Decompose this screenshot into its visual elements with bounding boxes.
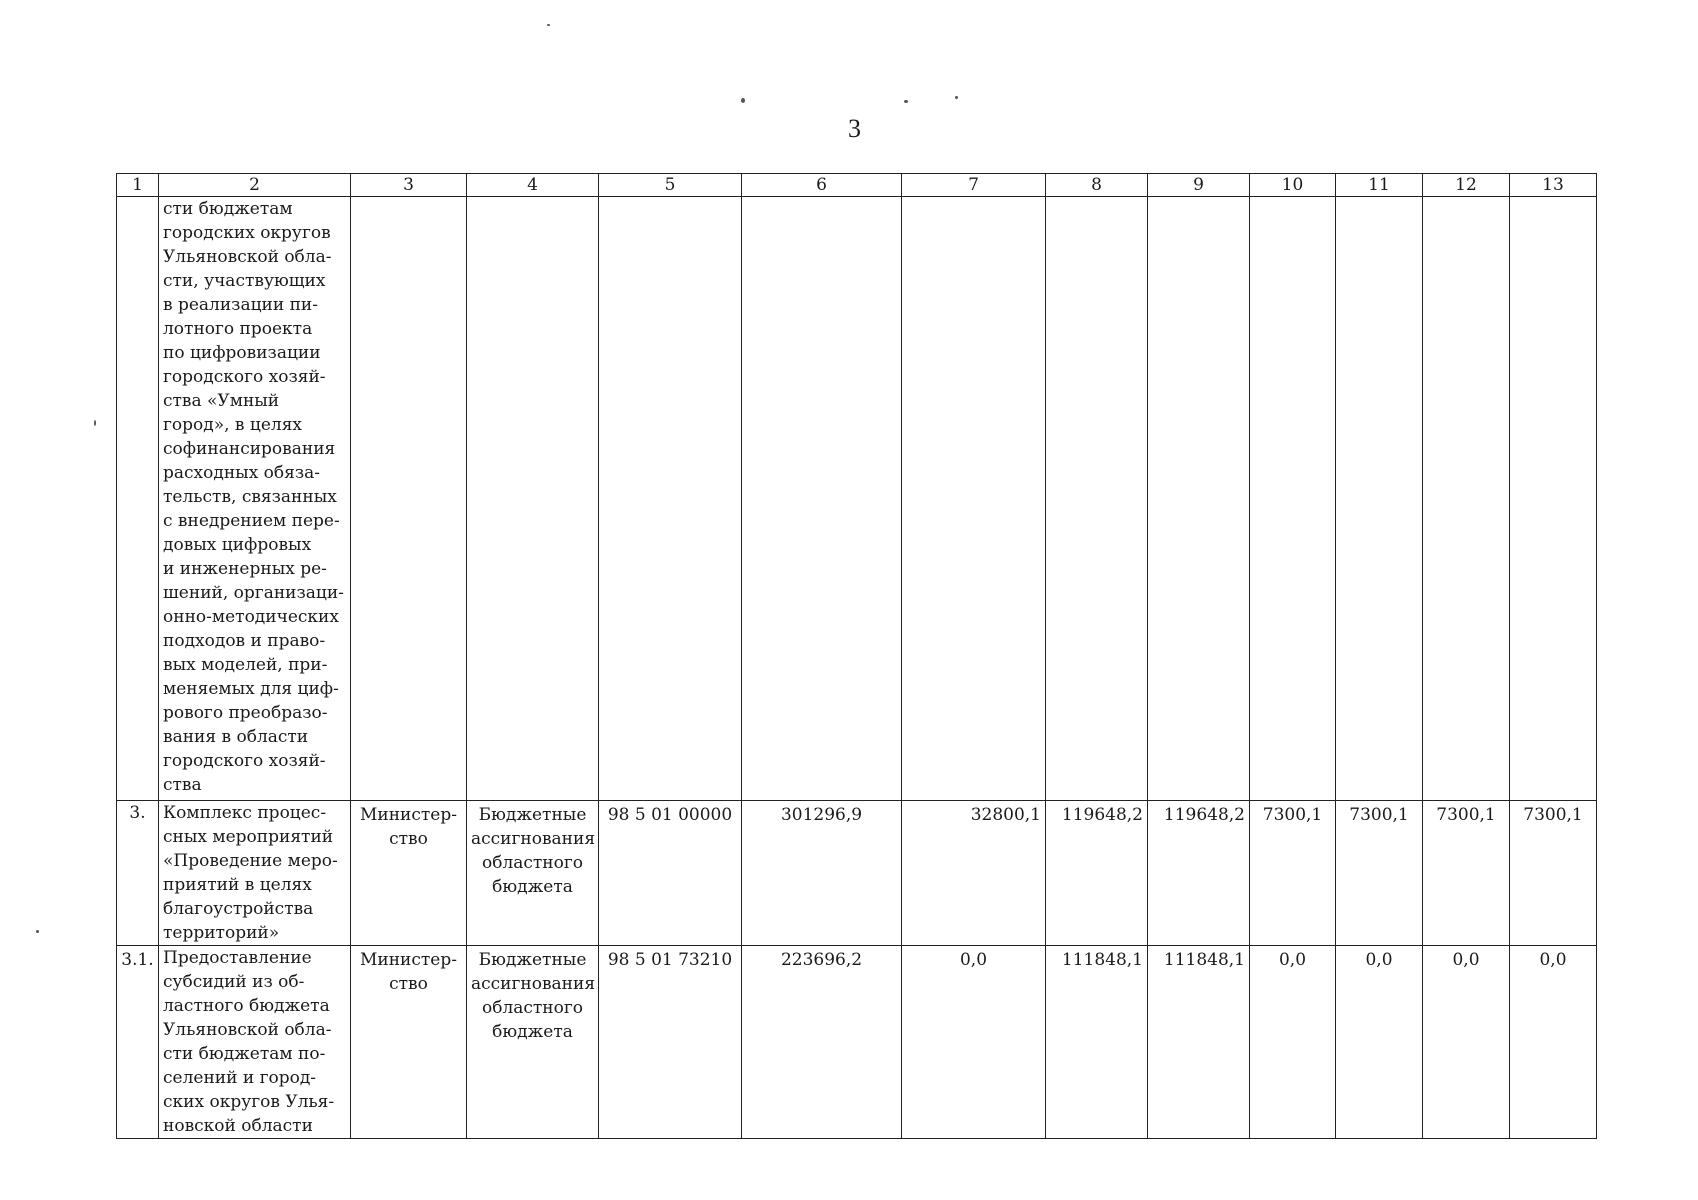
value-cell: 119648,2	[1148, 801, 1250, 946]
value-cell: 111848,1	[1046, 946, 1148, 1139]
name-line: ства «Умный	[163, 391, 280, 411]
total-cell: 223696,2	[742, 946, 902, 1139]
name-line: и инженерных ре-	[163, 559, 327, 579]
name-line: городского хозяй-	[163, 751, 326, 771]
source-line: Бюджетные	[478, 950, 587, 970]
value-cell: 111848,1	[1148, 946, 1250, 1139]
value-cell: 0,0	[1423, 946, 1510, 1139]
name-line: расходных обяза-	[163, 463, 321, 483]
value-cell: 0,0	[1250, 946, 1336, 1139]
name-line: сных мероприятий	[163, 827, 334, 847]
column-header: 6	[742, 174, 902, 197]
column-header: 8	[1046, 174, 1148, 197]
source-line: бюджета	[492, 877, 573, 897]
empty-cell	[1250, 197, 1336, 801]
budget-code-cell: 98 5 01 00000	[599, 801, 742, 946]
name-line: с внедрением пере-	[163, 511, 340, 531]
name-line: город», в целях	[163, 415, 303, 435]
name-line: селений и город-	[163, 1068, 317, 1088]
row-number-cell: 3.1.	[117, 946, 159, 1139]
name-line: тельств, связанных	[163, 487, 337, 507]
executor-line: Министер-	[359, 950, 457, 970]
empty-cell	[742, 197, 902, 801]
funding-source-cell	[467, 946, 599, 1139]
empty-cell	[1510, 197, 1597, 801]
name-line: Комплекс процес-	[163, 803, 327, 823]
name-line: сти бюджетам	[163, 199, 293, 219]
name-line: городских округов	[163, 223, 331, 243]
scan-speck	[547, 24, 550, 26]
page-number: 3	[848, 114, 861, 143]
empty-cell	[1423, 197, 1510, 801]
value-cell: 7300,1	[1510, 801, 1597, 946]
name-line: территорий»	[163, 923, 280, 943]
scan-speck	[741, 98, 745, 103]
value-cell: 7300,1	[1336, 801, 1423, 946]
name-line: довых цифровых	[163, 535, 312, 555]
name-line: по цифровизации	[163, 343, 321, 363]
column-header: 13	[1510, 174, 1597, 197]
scan-speck	[94, 420, 96, 426]
value-cell: 0,0	[1510, 946, 1597, 1139]
name-line: субсидий из об-	[163, 972, 305, 992]
empty-cell	[1336, 197, 1423, 801]
value-cell: 119648,2	[1046, 801, 1148, 946]
column-header: 11	[1336, 174, 1423, 197]
name-line: рового преобразо-	[163, 703, 328, 723]
budget-table	[116, 173, 1597, 1139]
row-number-cell: 3.	[117, 801, 159, 946]
executor-line: ство	[389, 829, 428, 849]
value-cell: 0,0	[1336, 946, 1423, 1139]
name-line: «Проведение меро-	[163, 851, 338, 871]
source-line: ассигнования	[471, 829, 596, 849]
budget-code-cell: 98 5 01 73210	[599, 946, 742, 1139]
executor-cell	[351, 946, 467, 1139]
row-number-cell	[117, 197, 159, 801]
column-header: 1	[117, 174, 159, 197]
name-line: подходов и право-	[163, 631, 326, 651]
executor-line: Министер-	[359, 805, 457, 825]
name-line: лотного проекта	[163, 319, 313, 339]
name-line: новской области	[163, 1116, 313, 1136]
table-row	[117, 946, 1597, 1139]
source-line: областного	[481, 998, 584, 1018]
source-line: ассигнования	[471, 974, 596, 994]
column-header: 7	[902, 174, 1046, 197]
executor-line: ство	[389, 974, 428, 994]
source-line: Бюджетные	[478, 805, 587, 825]
executor-cell	[351, 801, 467, 946]
column-header: 12	[1423, 174, 1510, 197]
item-name-cell	[159, 946, 351, 1139]
name-line: ства	[163, 775, 202, 795]
value-cell: 32800,1	[902, 801, 1046, 946]
table-row	[117, 801, 1597, 946]
name-line: Предоставление	[163, 948, 312, 968]
item-name-cell	[159, 197, 351, 801]
name-line: благоустройства	[163, 899, 314, 919]
name-line: софинансирования	[163, 439, 336, 459]
empty-cell	[1046, 197, 1148, 801]
funding-source-cell	[467, 801, 599, 946]
name-line: сти, участвующих	[163, 271, 326, 291]
scan-speck	[904, 100, 908, 103]
name-line: в реализации пи-	[163, 295, 318, 315]
column-header: 9	[1148, 174, 1250, 197]
source-line: бюджета	[492, 1022, 573, 1042]
value-cell: 0,0	[902, 946, 1046, 1139]
header-row	[117, 174, 1597, 197]
empty-cell	[599, 197, 742, 801]
name-line: Ульяновской обла-	[163, 1020, 332, 1040]
empty-cell	[467, 197, 599, 801]
name-line: вания в области	[163, 727, 309, 747]
scan-speck	[36, 930, 39, 933]
table-row-continuation	[117, 197, 1597, 801]
value-cell: 7300,1	[1250, 801, 1336, 946]
column-header: 10	[1250, 174, 1336, 197]
name-line: онно-методических	[163, 607, 339, 627]
empty-cell	[902, 197, 1046, 801]
name-line: ластного бюджета	[163, 996, 330, 1016]
source-line: областного	[481, 853, 584, 873]
total-cell: 301296,9	[742, 801, 902, 946]
empty-cell	[1148, 197, 1250, 801]
value-cell: 7300,1	[1423, 801, 1510, 946]
column-header: 4	[467, 174, 599, 197]
empty-cell	[351, 197, 467, 801]
name-line: Ульяновской обла-	[163, 247, 332, 267]
column-header: 5	[599, 174, 742, 197]
column-header: 3	[351, 174, 467, 197]
name-line: меняемых для циф-	[163, 679, 339, 699]
name-line: сти бюджетам по-	[163, 1044, 326, 1064]
name-line: городского хозяй-	[163, 367, 326, 387]
name-line: шений, организаци-	[163, 583, 344, 603]
column-header: 2	[159, 174, 351, 197]
scan-speck	[955, 96, 958, 99]
name-line: вых моделей, при-	[163, 655, 328, 675]
name-line: приятий в целях	[163, 875, 312, 895]
item-name-cell	[159, 801, 351, 946]
name-line: ских округов Улья-	[163, 1092, 335, 1112]
